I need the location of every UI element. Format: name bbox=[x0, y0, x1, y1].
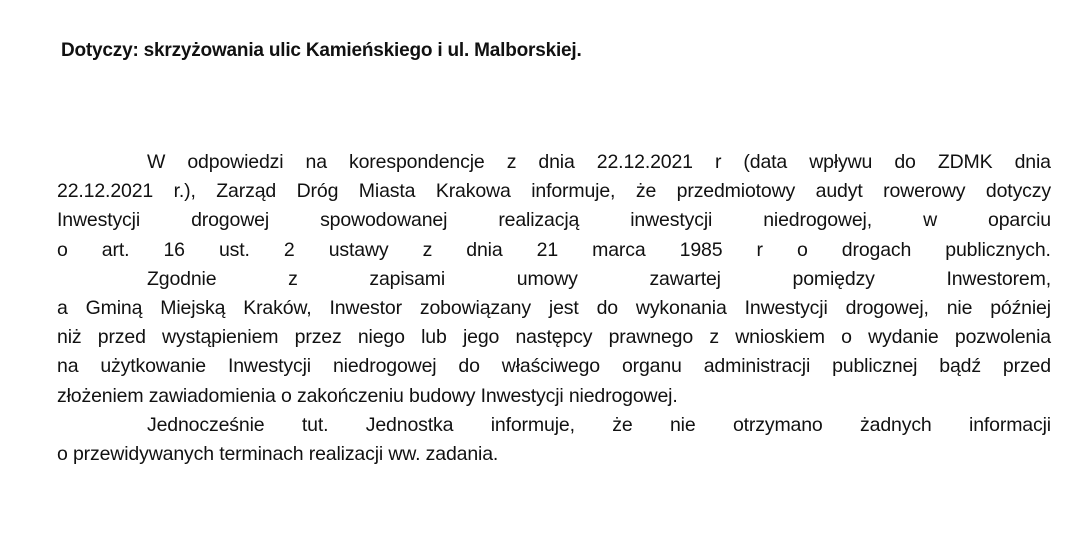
word: pomiędzy bbox=[792, 267, 875, 290]
word: oparciu bbox=[988, 209, 1051, 232]
word: 1985 bbox=[679, 238, 723, 261]
word: przed bbox=[1002, 355, 1051, 378]
word: tut. bbox=[301, 413, 329, 436]
word: art. bbox=[101, 238, 130, 261]
word: z bbox=[506, 151, 517, 173]
word: zobowiązany bbox=[419, 297, 531, 320]
word: Miasta bbox=[358, 180, 416, 203]
word: rowerowy bbox=[883, 180, 966, 203]
word: żadnych bbox=[860, 413, 932, 436]
word: bądź bbox=[939, 355, 981, 378]
word: o bbox=[841, 326, 852, 349]
word: wnioskiem bbox=[735, 326, 825, 349]
word: r bbox=[756, 238, 763, 261]
word: pozwolenia bbox=[954, 326, 1051, 349]
paragraph-3 bbox=[57, 411, 1051, 469]
word: odpowiedzi bbox=[187, 151, 284, 173]
word: publicznej bbox=[832, 355, 918, 378]
paragraph-1-line-2 bbox=[57, 177, 1051, 206]
word: 16 bbox=[163, 238, 185, 261]
word: r.), bbox=[173, 180, 196, 203]
word: Miejską bbox=[160, 297, 226, 320]
word: ustawy bbox=[328, 238, 389, 261]
word: dotyczy bbox=[985, 180, 1051, 203]
word: wykonania bbox=[635, 297, 727, 320]
word: niedrogowej bbox=[332, 355, 437, 378]
word: realizacją bbox=[498, 209, 580, 232]
word: dnia bbox=[538, 151, 575, 173]
word: umowy bbox=[516, 267, 578, 290]
paragraph-2-line-2 bbox=[57, 294, 1051, 323]
word: do bbox=[596, 297, 618, 320]
word: marca bbox=[592, 238, 646, 261]
word: że bbox=[612, 413, 633, 436]
word: Inwestycji bbox=[57, 209, 141, 232]
word: zawartej bbox=[649, 267, 721, 290]
paragraph-2-line-1 bbox=[57, 265, 1051, 294]
word: W bbox=[147, 151, 166, 173]
word: Zgodnie bbox=[147, 267, 217, 290]
word: organu bbox=[621, 355, 682, 378]
word: r bbox=[714, 151, 722, 173]
word: Dróg bbox=[296, 180, 339, 203]
word: niż bbox=[57, 326, 82, 349]
paragraph-2-line-4 bbox=[57, 352, 1051, 381]
word: Jednostka bbox=[365, 413, 454, 436]
word: jego bbox=[462, 326, 500, 349]
word: prawnego bbox=[608, 326, 694, 349]
word: informacji bbox=[969, 413, 1051, 436]
word: później bbox=[990, 297, 1051, 320]
word: 21 bbox=[536, 238, 559, 261]
word: niedrogowej, bbox=[763, 209, 873, 232]
word: Inwestycji bbox=[744, 297, 828, 320]
word: do bbox=[458, 355, 480, 378]
paragraph-1-line-1 bbox=[57, 148, 1051, 177]
word: lub bbox=[421, 326, 447, 349]
word: informuje, bbox=[490, 413, 575, 436]
word: jest bbox=[548, 297, 579, 320]
word: publicznych. bbox=[945, 238, 1051, 261]
paragraph-2-line-3 bbox=[57, 323, 1051, 352]
word: przedmiotowy bbox=[676, 180, 796, 203]
subject-line: Dotyczy: skrzyżowania ulic Kamieńskiego i ul. Malborskiej. bbox=[61, 40, 582, 61]
word: 22.12.2021 bbox=[57, 180, 154, 203]
word: dnia bbox=[466, 238, 503, 261]
word: dnia bbox=[1014, 151, 1051, 173]
word: Kraków, bbox=[243, 297, 312, 320]
word: z bbox=[288, 267, 298, 290]
word: Zarząd bbox=[216, 180, 277, 203]
word: o bbox=[57, 238, 68, 261]
word: drogach bbox=[841, 238, 912, 261]
word: do bbox=[894, 151, 916, 173]
letter-body bbox=[57, 148, 1051, 469]
word: (data bbox=[743, 151, 788, 173]
word: ust. bbox=[218, 238, 250, 261]
word: Inwestorem, bbox=[946, 267, 1051, 290]
word: inwestycji bbox=[630, 209, 713, 232]
word: wpływu bbox=[809, 151, 873, 173]
word: na bbox=[305, 151, 327, 173]
word: a bbox=[57, 297, 68, 320]
word: Inwestycji bbox=[227, 355, 311, 378]
word: 22.12.2021 bbox=[596, 151, 693, 173]
word: drogowej, bbox=[845, 297, 929, 320]
word: o bbox=[796, 238, 808, 261]
paragraph-3-line-1 bbox=[57, 411, 1051, 440]
word: zapisami bbox=[369, 267, 446, 290]
word: użytkowanie bbox=[100, 355, 207, 378]
word: korespondencje bbox=[349, 151, 485, 173]
word: właściwego bbox=[501, 355, 600, 378]
word: administracji bbox=[703, 355, 811, 378]
word: przez bbox=[294, 326, 342, 349]
word: 2 bbox=[283, 238, 295, 261]
word: niego bbox=[357, 326, 405, 349]
word: następcy bbox=[515, 326, 593, 349]
word: nie bbox=[946, 297, 973, 320]
paragraph-1 bbox=[57, 148, 1051, 265]
word: wydanie bbox=[868, 326, 939, 349]
paragraph-1-line-4 bbox=[57, 236, 1051, 265]
word: przed bbox=[97, 326, 146, 349]
word: nie bbox=[669, 413, 696, 436]
word: że bbox=[635, 180, 657, 203]
word: z bbox=[709, 326, 719, 349]
paragraph-2-line-5: złożeniem zawiadomienia o zakończeniu budowy Inwestycji niedrogowej. bbox=[57, 384, 678, 407]
word: drogowej bbox=[191, 209, 270, 232]
word: Krakowa bbox=[435, 180, 511, 203]
word: spowodowanej bbox=[320, 209, 448, 232]
word: Inwestor bbox=[329, 297, 402, 320]
word: wystąpieniem bbox=[162, 326, 279, 349]
word: ZDMK bbox=[937, 151, 993, 173]
word: w bbox=[923, 209, 937, 232]
word: audyt bbox=[815, 180, 863, 203]
paragraph-1-line-3 bbox=[57, 206, 1051, 235]
word: na bbox=[57, 355, 79, 378]
word: informuje, bbox=[531, 180, 616, 203]
paragraph-3-line-2: o przewidywanych terminach realizacji ww. zadania. bbox=[57, 443, 499, 466]
word: z bbox=[422, 238, 433, 261]
word: Gminą bbox=[85, 297, 143, 320]
word: otrzymano bbox=[732, 413, 823, 436]
word: Jednocześnie bbox=[147, 413, 265, 436]
paragraph-2 bbox=[57, 265, 1051, 411]
